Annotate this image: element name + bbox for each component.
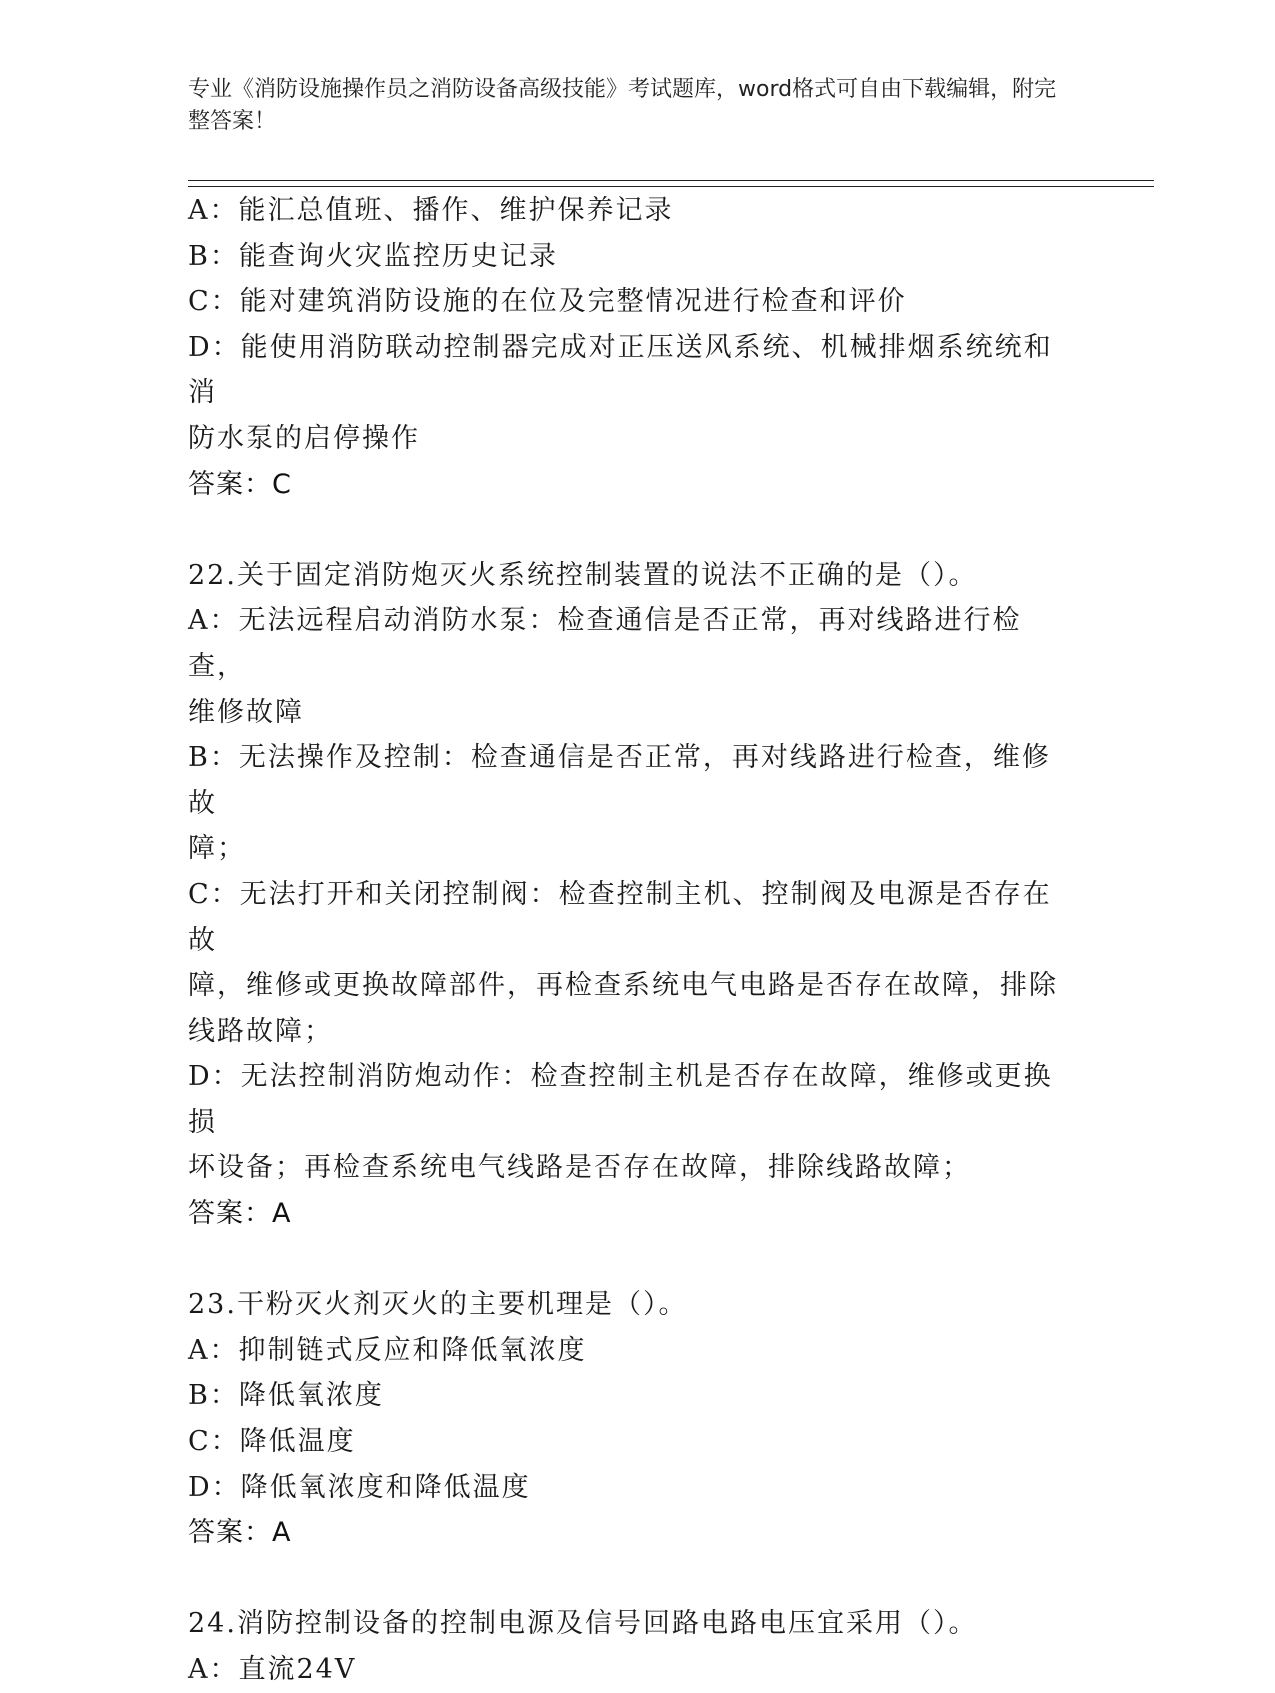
question-content	[188, 188, 1068, 1693]
header-rule-bottom	[188, 186, 1154, 187]
q22-option-a-line1: A：无法远程启动消防水泵：检查通信是否正常，再对线路进行检查，	[188, 605, 1022, 682]
q22-option-c-line3: 线路故障；	[188, 1015, 333, 1047]
q22-option-a-line2: 维修故障	[188, 696, 304, 728]
question-21-block	[188, 188, 1068, 507]
q24-question: 24.消防控制设备的控制电源及信号回路电路电压宜采用（）。	[188, 1608, 978, 1640]
q21-option-b: B：能查询火灾监控历史记录	[188, 240, 558, 272]
q23-option-c: C：降低温度	[188, 1426, 356, 1458]
q22-option-c-line2: 障，维修或更换故障部件，再检查系统电气电路是否存在故障，排除	[188, 970, 1058, 1002]
q21-option-a: A：能汇总值班、播作、维护保养记录	[188, 195, 674, 226]
document-header	[188, 74, 1068, 138]
question-22-block	[188, 553, 1068, 1237]
q23-answer: 答案：A	[188, 1517, 292, 1549]
q22-answer: 答案：A	[188, 1198, 292, 1230]
spacer	[188, 1237, 1068, 1283]
q24-option-a: A：直流24V	[188, 1654, 357, 1685]
q21-option-d-line2: 防水泵的启停操作	[188, 422, 420, 454]
q22-option-c-line1: C：无法打开和关闭控制阀：检查控制主机、控制阀及电源是否存在故	[188, 878, 1052, 956]
q22-option-d-line1: D：无法控制消防炮动作：检查控制主机是否存在故障，维修或更换损	[188, 1061, 1053, 1138]
header-rule-top	[188, 180, 1154, 181]
q23-option-a: A：抑制链式反应和降低氧浓度	[188, 1334, 587, 1366]
question-23-block	[188, 1282, 1068, 1556]
q21-answer: 答案：C	[188, 468, 292, 500]
header-text: 专业《消防设施操作员之消防设备高级技能》考试题库，word格式可自由下载编辑，附完整答案！	[188, 77, 1057, 134]
spacer	[188, 1556, 1068, 1602]
q22-question: 22.关于固定消防炮灭火系统控制装置的说法不正确的是（）。	[188, 559, 978, 591]
spacer	[188, 507, 1068, 553]
q23-option-d: D：降低氧浓度和降低温度	[188, 1471, 531, 1503]
q22-option-d-line2: 坏设备；再检查系统电气线路是否存在故障，排除线路故障；	[188, 1152, 971, 1184]
q22-option-b-line1: B：无法操作及控制：检查通信是否正常，再对线路进行检查，维修故	[188, 742, 1051, 819]
q22-option-b-line2: 障；	[188, 833, 246, 865]
q23-question: 23.干粉灭火剂灭火的主要机理是（）。	[188, 1289, 688, 1321]
question-24-block	[188, 1601, 1068, 1692]
q23-option-b: B：降低氧浓度	[188, 1380, 384, 1412]
q21-option-d-line1: D：能使用消防联动控制器完成对正压送风系统、机械排烟系统统和消	[188, 331, 1053, 409]
q21-option-c: C：能对建筑消防设施的在位及完整情况进行检查和评价	[188, 286, 907, 318]
